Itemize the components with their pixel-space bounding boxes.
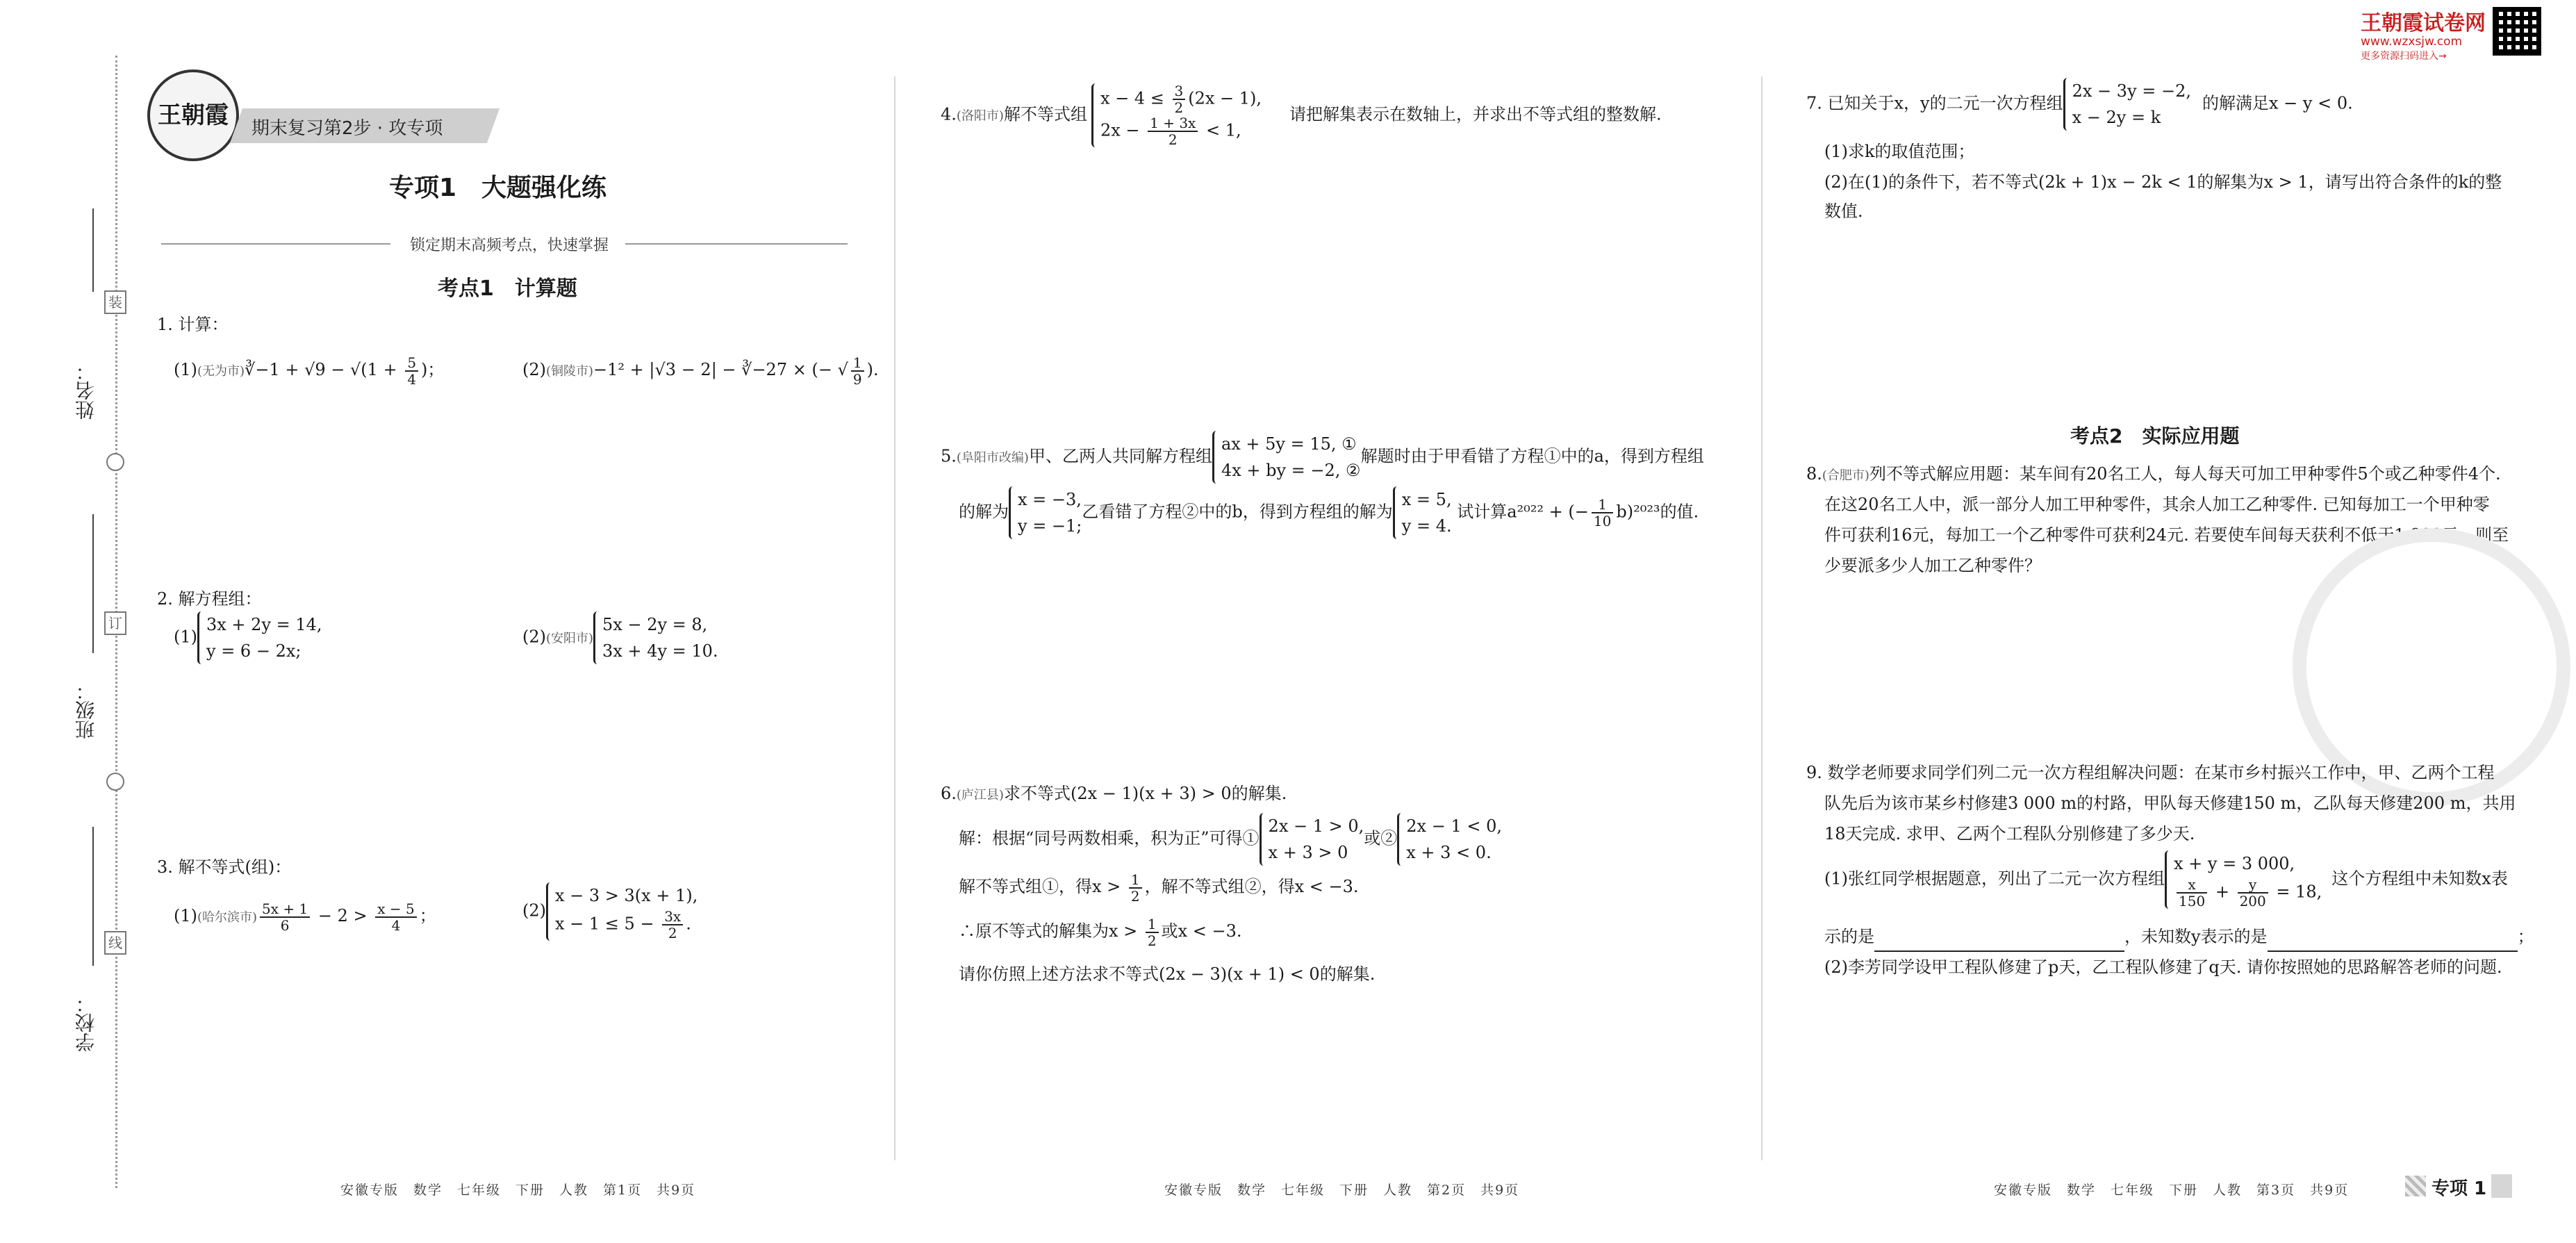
subtitle-rule-left xyxy=(161,243,390,245)
q7-eq1: 2x − 3y = −2, xyxy=(2072,81,2191,101)
q5-text6: 的值. xyxy=(1660,502,1699,522)
q4-num2: 1 + 3x xyxy=(1148,115,1198,132)
q5-line2 xyxy=(959,486,1699,539)
point2-title: 考点2 实际应用题 xyxy=(2070,425,2240,447)
q7-text2: 的解满足x − y < 0. xyxy=(2202,93,2353,113)
q6-sys2 xyxy=(1397,813,1502,866)
q5-sol1 xyxy=(1009,486,1082,539)
q8-line1 xyxy=(1806,459,2501,491)
q3a-frac1 xyxy=(260,901,310,933)
q3b-system xyxy=(546,882,697,941)
q1b-neg: − xyxy=(818,360,838,379)
q6-sol2b: ，解不等式组②，得x < −3. xyxy=(1144,877,1359,896)
q3a-num2: x − 5 xyxy=(375,901,416,918)
q2-label: 2. 解方程组： xyxy=(157,589,262,609)
qr-code-icon xyxy=(2493,7,2541,56)
name-underline xyxy=(92,208,94,292)
q9-frac2-den: 200 xyxy=(2239,893,2266,909)
q8-source: (合肥市) xyxy=(1822,468,1869,483)
q3b-prefix: (2) xyxy=(522,900,546,921)
page1-footer: 安徽专版 数学 七年级 下册 人教 第1页 共9页 xyxy=(340,1183,696,1198)
q5-line1 xyxy=(941,431,1704,484)
q2b-source: (安阳市) xyxy=(546,631,594,646)
q4-num1: 3 xyxy=(1173,83,1186,100)
q1b-end: . xyxy=(873,360,879,379)
q9-frac2-num: y xyxy=(2238,877,2268,894)
q8-line4: 少要派多少人加工乙种零件？ xyxy=(1824,556,2041,575)
q3b-eq2b: . xyxy=(686,914,691,934)
school-underline xyxy=(92,827,94,966)
q3a-mid: − 2 > xyxy=(313,906,373,925)
q4-source: (洛阳市) xyxy=(956,108,1004,124)
class-label: 班级： xyxy=(74,681,97,739)
q2b-eq2: 3x + 4y = 10. xyxy=(602,641,718,661)
q4-eq1a: x − 4 ≤ xyxy=(1100,88,1170,108)
q6-prefix: 6. xyxy=(941,784,957,803)
q1b-source: (铜陵市) xyxy=(546,364,594,379)
q6-frac1-num: 1 xyxy=(1129,872,1142,889)
q6-sol3a: ∴原不等式的解集为x > xyxy=(959,921,1143,941)
q9-line2: 队先后为该市某乡村修建3 000 m的村路，甲队每天修建150 m，乙队每天修建200 m，共用 xyxy=(1824,793,2516,813)
q9-line1: 9. 数学老师要求同学们列二元一次方程组解决问题：在某市乡村振兴工作中，甲、乙两个工程 xyxy=(1806,763,2495,782)
q3a-prefix: (1) xyxy=(174,906,197,925)
q6-line1 xyxy=(941,778,1287,811)
q5-eq1: ax + 5y = 15, ① xyxy=(1221,434,1357,454)
class-underline xyxy=(92,514,94,653)
q1b-prefix: (2) xyxy=(522,360,546,379)
q3a-den1: 6 xyxy=(280,916,290,934)
q9-answer-blank-x[interactable] xyxy=(1874,934,2124,952)
q3a xyxy=(174,900,436,933)
q2a xyxy=(174,611,322,664)
q1a-expr: ∛−1 + √9 − xyxy=(245,360,351,379)
q1a-source: (无为市) xyxy=(197,364,245,379)
q9-a-line2 xyxy=(1824,921,2534,952)
q5-text3: 的解为 xyxy=(959,502,1009,522)
q6-line3 xyxy=(959,871,1359,904)
q9-line3: 18天完成. 求甲、乙两个工程队分别修建了多少天. xyxy=(1824,824,2195,843)
q9-frac1-den: 150 xyxy=(2179,893,2206,909)
q5-eq2: 4x + by = −2, ② xyxy=(1221,461,1361,480)
q8-line3: 件可获利16元，每加工一个乙种零件可获利24元. 若要使车间每天获利不低于1 800元，则至 xyxy=(1824,525,2509,545)
q7-eq2: x − 2y = k xyxy=(2072,108,2161,127)
q2a-eq1: 3x + 2y = 14, xyxy=(206,615,322,634)
q6-text1: 求不等式(2x − 1)(x + 3) > 0的解集. xyxy=(1003,784,1287,803)
section-tag: 专项 1 xyxy=(2431,1178,2487,1199)
q3a-source: (哈尔滨市) xyxy=(197,910,258,925)
q6-or: 或② xyxy=(1364,828,1398,848)
q9-system xyxy=(2165,850,2322,909)
q1b-expr: −1² + |√3 − 2| − ∛−27 × xyxy=(593,360,812,379)
q5-den: 10 xyxy=(1593,513,1612,529)
q1b-frac xyxy=(851,355,864,387)
page2-footer: 安徽专版 数学 七年级 下册 人教 第2页 共9页 xyxy=(1164,1183,1520,1198)
q2b-eq1: 5x − 2y = 8, xyxy=(602,615,708,634)
logo-seal: 王朝霞 xyxy=(147,69,239,161)
q3b-eq1: x − 3 > 3(x + 1), xyxy=(555,886,698,905)
q1a-expr2: 1 + xyxy=(367,360,403,379)
q9-eq2-end: = 18, xyxy=(2270,882,2322,902)
q4-system xyxy=(1091,83,1262,147)
binding-hole-1 xyxy=(106,453,124,471)
tag-bar xyxy=(2491,1174,2512,1198)
q9-frac1-num: x xyxy=(2177,877,2207,894)
q5-sol2 xyxy=(1393,486,1452,539)
q4-text2: 请把解集表示在数轴上，并求出不等式组的整数解. xyxy=(1289,104,1662,124)
q9-eq1: x + y = 3 000, xyxy=(2174,854,2295,873)
q1a-frac xyxy=(405,355,418,387)
q6-sys2-eq1: 2x − 1 < 0, xyxy=(1406,816,1502,836)
q9-a-line xyxy=(1824,850,2508,909)
q9-a2: 这个方程组中未知数x表 xyxy=(2331,869,2508,889)
page3-footer: 安徽专版 数学 七年级 下册 人教 第3页 共9页 xyxy=(1994,1183,2350,1198)
q1b: (2)(铜陵市)−1² + |√3 − 2| − ∛−27 × (− √ $\frac{1}{9}$ ). xyxy=(522,354,879,388)
q4-den2: 2 xyxy=(1168,131,1178,148)
q5-sol1-y: y = −1; xyxy=(1018,516,1082,536)
q4-frac2 xyxy=(1148,115,1198,147)
q9-a5: ； xyxy=(2517,927,2534,946)
banner-text: 期末复习第2步 · 攻专项 xyxy=(251,118,443,139)
q9-answer-blank-y[interactable] xyxy=(2268,934,2518,952)
binding-box-2: 订 xyxy=(104,611,126,635)
name-label: 姓名： xyxy=(74,361,97,420)
q5-source: (阜阳市改编) xyxy=(956,450,1029,466)
q4-prefix: 4. xyxy=(941,104,957,124)
point1-title: 考点1 计算题 xyxy=(438,277,577,301)
q5-sol2-y: y = 4. xyxy=(1401,516,1452,536)
column-divider-2 xyxy=(1761,76,1762,1160)
q5-text4: 乙看错了方程②中的b，得到方程组的解为 xyxy=(1082,502,1393,522)
subtitle-rule-right xyxy=(625,243,848,245)
binding-box-3: 线 xyxy=(104,931,126,955)
q9-a4: ，未知数y表示的是 xyxy=(2124,927,2268,946)
q9-frac1 xyxy=(2177,877,2207,909)
brand-site-sub: 更多资源扫码进入→ xyxy=(2361,51,2447,62)
q4-eq2a: 2x − xyxy=(1100,120,1146,140)
q7-system xyxy=(2063,78,2191,131)
q6-sys1-eq1: 2x − 1 > 0, xyxy=(1268,816,1364,836)
q1a-num: 5 xyxy=(405,355,418,372)
q8-prefix: 8. xyxy=(1806,464,1822,484)
q1a-end: ； xyxy=(427,360,445,379)
q3-label: 3. 解不等式(组)： xyxy=(157,857,292,877)
q5-num: 1 xyxy=(1592,497,1613,513)
q3b-num: 3x xyxy=(662,909,683,925)
brand-site-url: www.wzxsjw.com xyxy=(2361,35,2463,49)
q6-frac2-den: 2 xyxy=(1147,932,1157,949)
q7-line1 xyxy=(1806,78,2353,131)
q7-a: (1)求k的取值范围； xyxy=(1824,142,1975,161)
q3b-den: 2 xyxy=(668,925,677,941)
q8-line2: 在这20名工人中，派一部分人加工甲种零件，其余人加工乙种零件. 已知每加工一个甲种零 xyxy=(1824,495,2490,514)
brand-site-name: 王朝霞试卷网 xyxy=(2361,11,2486,35)
binding-box-1: 装 xyxy=(104,290,126,314)
q2b-system xyxy=(593,611,718,664)
q9-frac2 xyxy=(2238,877,2268,909)
section-title: 专项1 大题强化练 xyxy=(389,174,607,202)
q3a-end: ； xyxy=(419,906,436,925)
q7-b1: (2)在(1)的条件下，若不等式(2k + 1)x − 2k < 1的解集为x > 1，请写出符合条件的k的整 xyxy=(1824,172,2502,192)
q2b-prefix: (2) xyxy=(522,627,546,647)
q6-sol1: 解：根据“同号两数相乘，积为正”可得① xyxy=(959,828,1260,848)
q2a-system xyxy=(197,611,322,664)
q9-plus: + xyxy=(2210,882,2235,902)
q3a-den2: 4 xyxy=(391,916,401,934)
section-subtitle: 锁定期末高频考点，快速掌握 xyxy=(410,237,609,254)
q3a-frac2 xyxy=(375,901,416,933)
q4 xyxy=(941,83,1662,147)
q1-label: 1. 计算： xyxy=(157,315,229,334)
q9-b: (2)李芳同学设甲工程队修建了p天，乙工程队修建了q天. 请你按照她的思路解答老师的问题. xyxy=(1824,957,2502,977)
q6-line2 xyxy=(959,813,1502,866)
q6-sys1-eq2: x + 3 > 0 xyxy=(1268,843,1348,862)
q5-frac xyxy=(1592,497,1613,529)
q6-sys2-eq2: x + 3 < 0. xyxy=(1406,843,1492,862)
q5-sol1-x: x = −3, xyxy=(1018,490,1082,509)
q8-text1: 列不等式解应用题：某车间有20名工人，每人每天可加工甲种零件5个或乙种零件4个. xyxy=(1869,464,2501,484)
q1a-prefix: (1) xyxy=(174,360,197,379)
q5-prefix: 5. xyxy=(941,446,957,466)
q4-eq2b: < 1, xyxy=(1200,120,1241,140)
q6-source: (庐江县) xyxy=(956,788,1004,802)
brand-block xyxy=(2361,6,2486,63)
q2b xyxy=(522,611,718,664)
q3b-frac xyxy=(662,909,683,941)
q5-text5: 试计算a²⁰²² + xyxy=(1457,502,1569,522)
q5-paren-b: b)²⁰²³ xyxy=(1616,502,1660,522)
q9-a3: 示的是 xyxy=(1824,927,1874,946)
q3b-eq2a: x − 1 ≤ 5 − xyxy=(555,914,660,934)
q4-text1: 解不等式组 xyxy=(1003,104,1087,124)
q1b-num: 1 xyxy=(851,355,864,372)
q6-frac2 xyxy=(1146,916,1159,948)
q4-den1: 2 xyxy=(1174,99,1184,116)
binding-hole-2 xyxy=(106,773,124,791)
q5-system xyxy=(1212,431,1361,484)
q6-line4 xyxy=(959,916,1242,948)
q7-text1: 7. 已知关于x，y的二元一次方程组 xyxy=(1806,93,2063,113)
q5-sol2-x: x = 5, xyxy=(1401,490,1452,509)
q6-line5: 请你仿照上述方法求不等式(2x − 3)(x + 1) < 0的解集. xyxy=(959,964,1376,984)
tag-pattern-icon xyxy=(2405,1176,2426,1196)
school-label: 学校： xyxy=(74,994,97,1052)
q6-sol2a: 解不等式组①，得x > xyxy=(959,877,1126,896)
q4-eq1b: (2x − 1), xyxy=(1188,88,1262,108)
q1a-den: 4 xyxy=(407,370,417,388)
column-divider-1 xyxy=(894,76,895,1160)
q9-a1: (1)张红同学根据题意，列出了二元一次方程组 xyxy=(1824,869,2165,889)
q6-sys1 xyxy=(1260,813,1364,866)
q3a-num1: 5x + 1 xyxy=(260,901,310,918)
q6-frac2-num: 1 xyxy=(1146,916,1159,933)
q3b xyxy=(522,882,697,941)
q1b-den: 9 xyxy=(852,370,862,388)
q4-frac1 xyxy=(1173,83,1186,115)
q1a: (1)(无为市)∛−1 + √9 − √(1 + $\frac{5}{4}$ )； xyxy=(174,354,445,388)
q2a-eq2: y = 6 − 2x; xyxy=(206,641,302,661)
q6-frac1-den: 2 xyxy=(1130,887,1140,905)
q2a-prefix: (1) xyxy=(174,627,197,647)
q7-b2: 数值. xyxy=(1824,201,1863,221)
q5-paren-a: (− xyxy=(1568,502,1589,522)
q5-text2: 解题时由于甲看错了方程①中的a，得到方程组 xyxy=(1360,446,1704,466)
q5-text1: 甲、乙两人共同解方程组 xyxy=(1028,446,1212,466)
q6-sol3b: 或x < −3. xyxy=(1161,921,1242,941)
q6-frac1 xyxy=(1129,872,1142,904)
